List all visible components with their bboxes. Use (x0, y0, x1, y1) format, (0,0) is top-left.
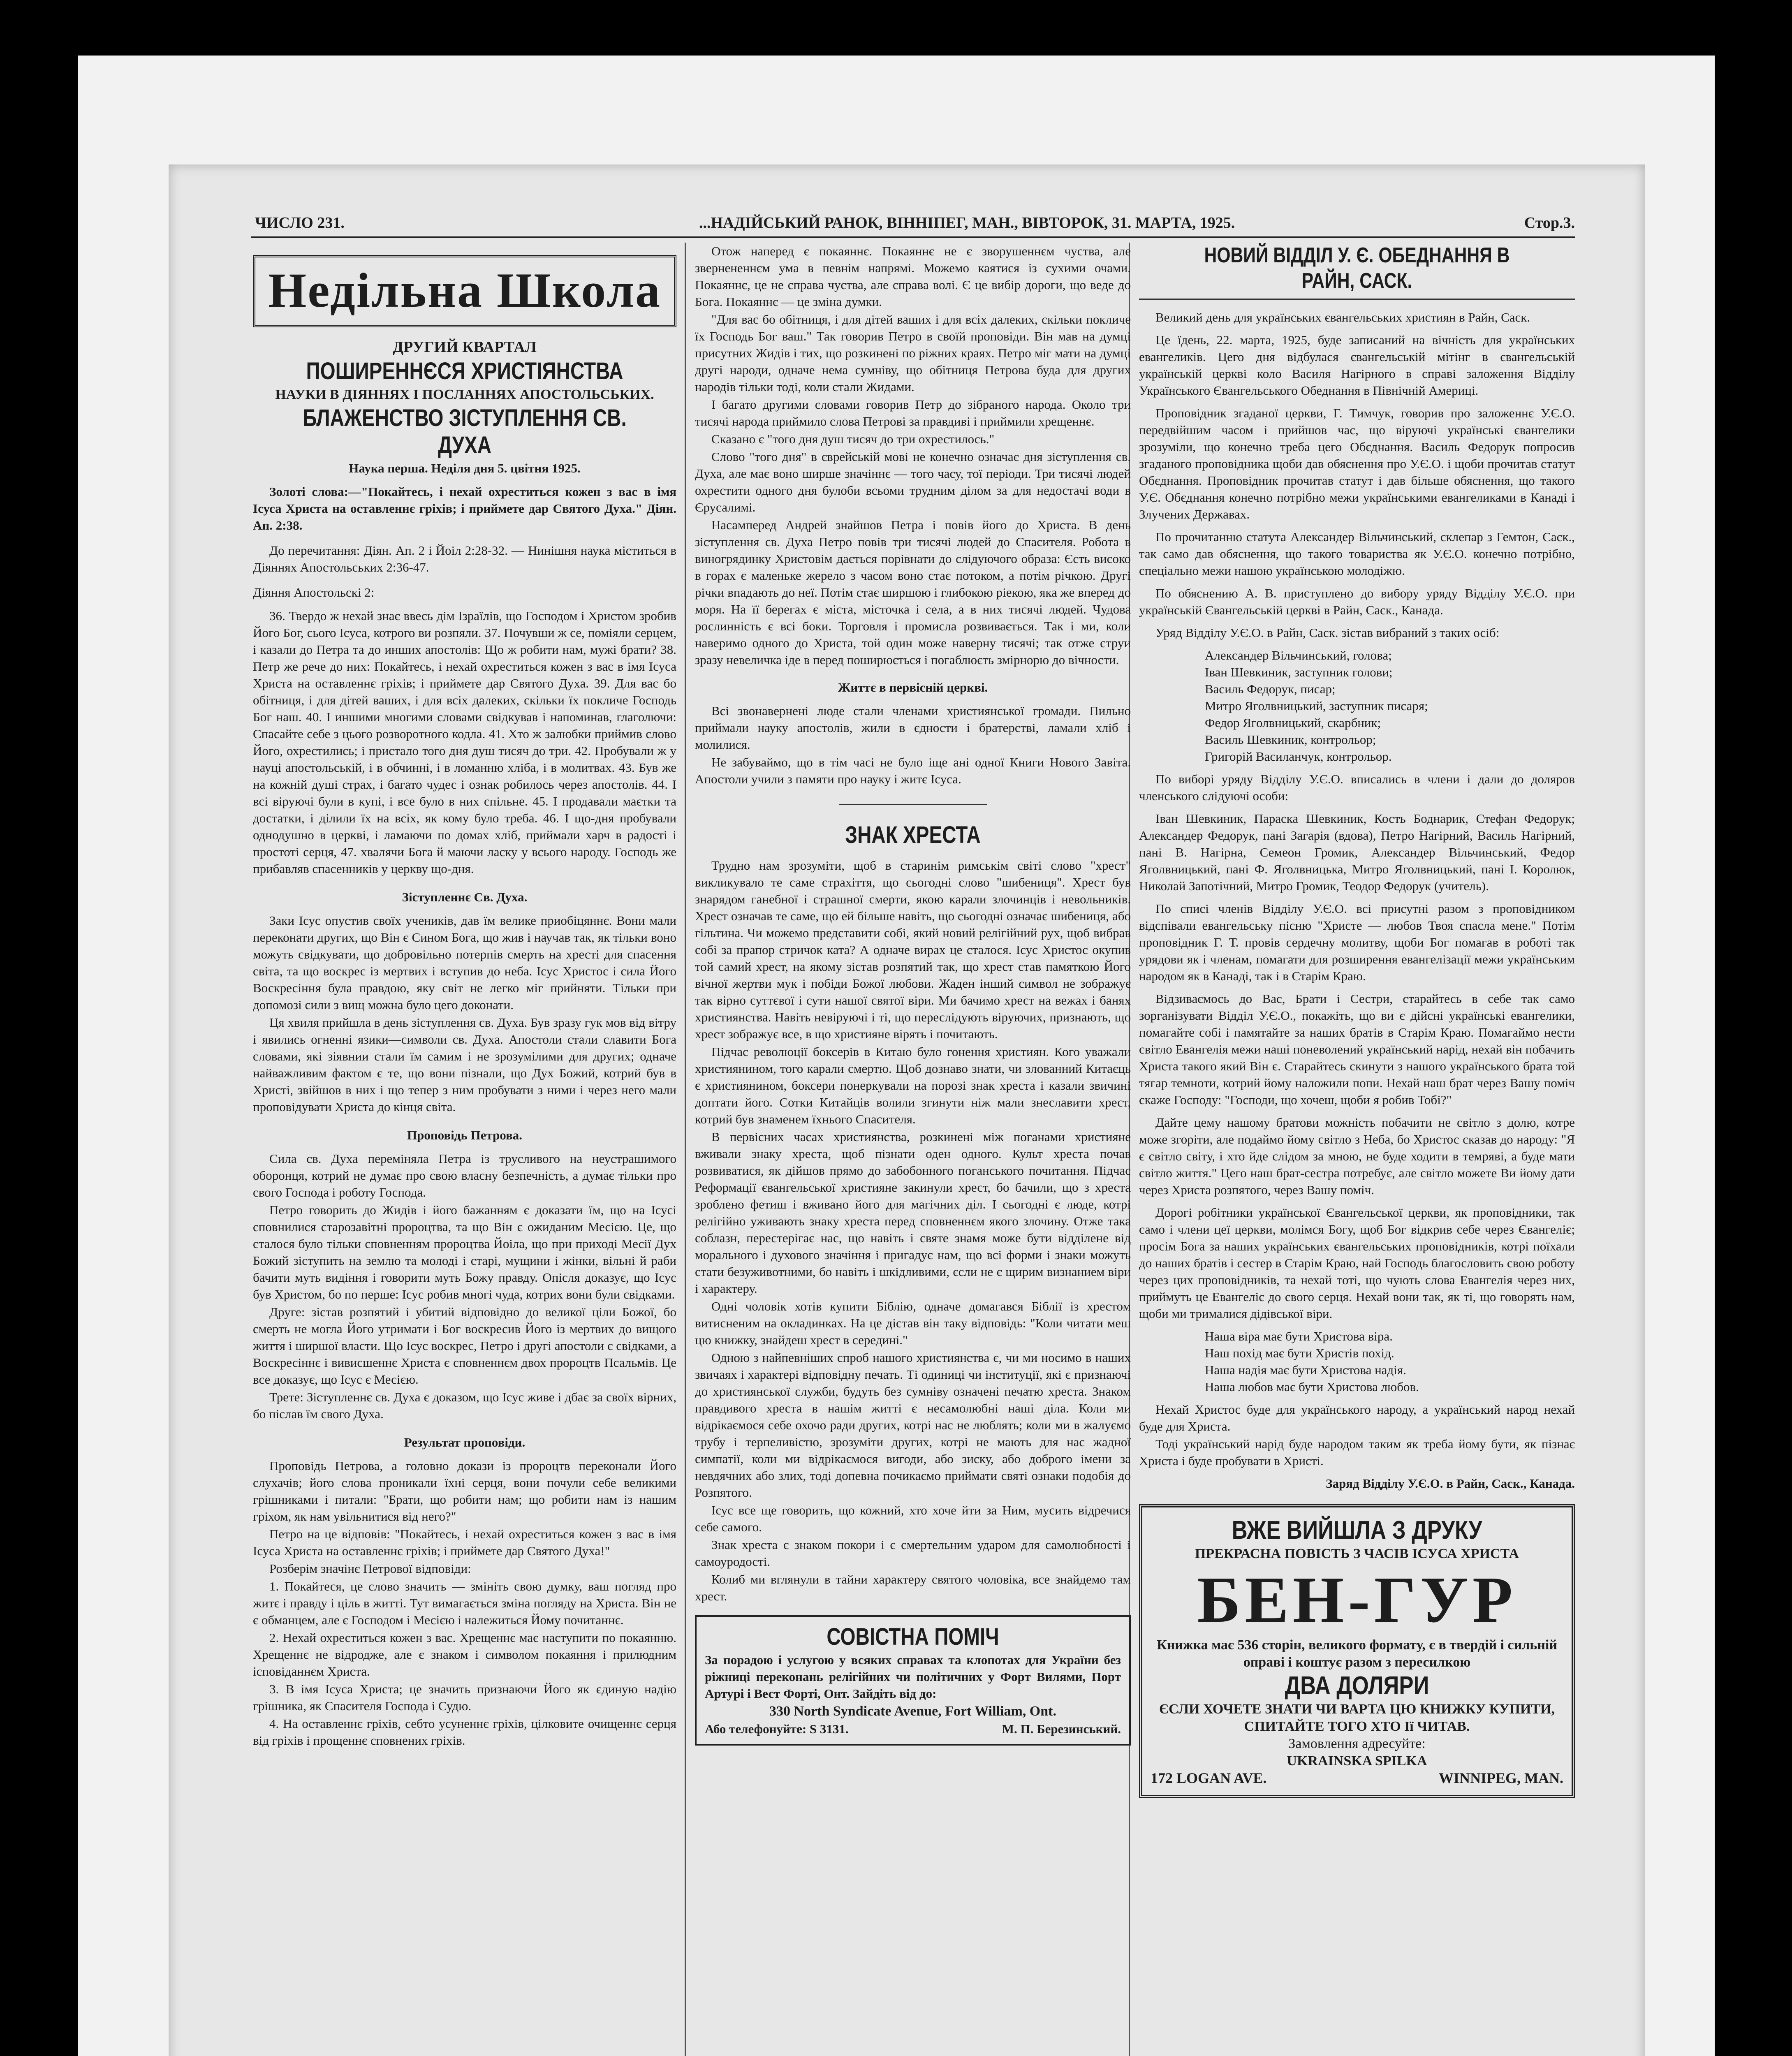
officer-item: Александер Вільчинський, голова; (1205, 648, 1392, 662)
paragraph: Одною з найпевніших спроб нашого християнства є, чи ми носимо в наших звичаях і характері відповідну печать. Ті одиниці чи інституції, які є признаючі до християнської служби, будуть без сумніву означені печатю хреста. Знаком правдивого хреста в нашім житті є несамолюбні наші діла. Коли ми відрікаємося себе охочо ради других, котрі нас не люблять; коли ми в жалуємо трубу і терпеливістю, зрозуміти других, котрі не мають для нас жадної симпатії, коли ми відрікаємося вигоди, або зиску, або доброго імени за невдячних або злих, тоді допевна почикаємо приймати святі ознаки подобія до Розпятого. (695, 1350, 1131, 1500)
article-title-new-branch: НОВИЙ ВІДДІЛ У. Є. ОБЕДНАННЯ В РАЙН, САСК. (1204, 243, 1510, 293)
ad-book-title: БЕН-ГУР (1197, 1563, 1517, 1636)
signature: Заряд Відділу У.Є.О. в Райн, Саск., Канада. (1326, 1476, 1575, 1491)
paragraph: Дайте цему нашому братови можність побачити не світло з долю, котре може згоріти, але подаймо йому світло з Неба, бо Христос сказав до народу: "Я є світло світу, і хто йде слідом за мною, не буде ходити в темряві, а буде мати світло життя." Цего наш брат-сестра потребує, але світло можете Ви йому дати через Христа розпятого, через Вашу поміч. (1139, 1115, 1575, 1197)
ad-contact-row (705, 1720, 1121, 1737)
section-heading: Проповідь Петрова. (407, 1128, 523, 1142)
paragraph: По виборі уряду Відділу У.Є.О. вписались в члени і дали до доляров членського слідуючі особи: (1139, 772, 1575, 803)
paragraph: 2. Нехай охреститься кожен з вас. Хрещеннє має наступити по покаянню. Хрещеннє не відродже, але є знаком і символом покаяння і прилюдним ісповіданнєм Христа. (253, 1630, 676, 1679)
paragraph: Петро на це відповів: "Покайтесь, і нехай охреститься кожен з вас в імя Ісуса Христа на оставленнє гріхів; і приймете дар Святого Духа!" (253, 1527, 676, 1558)
paragraph: Сказано є "того дня душ тисяч до три охрестилось." (711, 432, 995, 446)
golden-words: Золоті слова:—"Покайтесь, і нехай охреститься кожен з вас в імя Ісуса Христа на оставленнє гріхів; і приймете дар Святого Духа." Діян. Ап. 2:38. (253, 484, 676, 533)
column-new-branch (1139, 243, 1575, 1798)
paper-dateline: ...НАДІЙСЬКИЙ РАНОК, ВІННІПЕГ, МАН., ВІВТОРОК, 31. МАРТА, 1925. (699, 214, 1235, 232)
reading-note: До перечитання: Діян. Ап. 2 і Йоіл 2:28-32. — Нинішня наука міститься в Діяннях Апостольських 2:36-47. (253, 543, 676, 574)
paragraph: 3. В імя Ісуса Христа; це значить признаючи Його як єдиную надію грішника, як Спасителя Господа і Судю. (253, 1682, 676, 1713)
paragraph: І багато другими словами говорив Петр до зібраного народа. Около три тисячі народа приймило слова Петрові за правдиві і приймили хрещеннє. (695, 397, 1131, 428)
title-rule (1139, 299, 1575, 300)
paragraph: Знак хреста є знаком покори і є смертельним ударом для самолюбності і самоуродості. (695, 1537, 1131, 1569)
ad-address-row (1151, 1770, 1563, 1787)
quarter-heading: ДРУГИЙ КВАРТАЛ (393, 338, 537, 356)
officer-item: Василь Федорук, писар; (1205, 682, 1336, 696)
ad-line-question: ЄСЛИ ХОЧЕТЕ ЗНАТИ ЧИ ВАРТА ЦЮ КНИЖКУ КУПИТИ, СПИТАЙТЕ ТОГО ХТО Ії ЧИТАВ. (1159, 1702, 1555, 1734)
paragraph: Підчас революції боксерів в Китаю було гонення християн. Кого уважали християнином, того карали смертю. Щоб дознаво знати, чи злованний Китаєць є християнином, боксери понеркували на порозі знак хреста і казали звичині доптати його. Сотки Китайців волили згинути ніж мали знеславити хрест, котрий був знаменем їхнього Спасителя. (695, 1044, 1131, 1126)
subtitle: НАУКИ В ДІЯННЯХ І ПОСЛАННЯХ АПОСТОЛЬСЬКИХ. (275, 387, 654, 402)
column-divider-1 (685, 243, 686, 2056)
paragraph: Трете: Зіступленнє св. Духа є доказом, що Ісус живе і дбає за своїх вірних, бо післав їм свого Духа. (253, 1390, 676, 1421)
ad-line-story: ПРЕКРАСНА ПОВІСТЬ З ЧАСІВ ІСУСА ХРИСТА (1195, 1546, 1519, 1561)
paragraph: Сила св. Духа переміняла Петра із трусливого на неустрашимого оборонця, котрий не думає про свою власну безпечність, а думає тільки про свого Господа і роботу Господа. (253, 1151, 676, 1199)
section-heading: Результат проповіди. (404, 1435, 526, 1449)
paragraph: Трудно нам зрозуміти, щоб в старинім римськім світі слово "хрест" викликувало те саме страхіття, що сьогодні слово "шибениця". Хрест був знарядом ганебної і страшної смерти, якою карали злочинців і невольників. Хрест означав те саме, що ей більше навіть, що сьогодні означає шибениця, або гільтина. Чи можемо представити собі, який новий релігійний рух, щоб вибрав собі за прапор стричок ката? А одначе вирах це сталося. Ісус Христос окупив той самий хрест, на якому зістав розпятий так, що хрест став памяткою Його вічної жертви мук і побіди Божої любови. Жаден інший символ не зображує так вірно суттєвої і сути нашої святої віри. Ми бачимо хрест на вежах і банях християнства. Навіть невіруючі і ті, що переслідують віруючих, признають, що хрест зображує все, в що християне вірять і почитають. (695, 858, 1131, 1041)
paragraph: Тоді український нарід буде народом таким як треба йому бути, як пізнає Христа і буде пробувати в Христі. (1139, 1437, 1575, 1468)
issue-number: ЧИСЛО 231. (255, 214, 345, 232)
paragraph: Проповідник згаданої церкви, Г. Тимчук, говорив про заложеннє У.Є.О. передвійшим часом і прийшов час, що віруючі українські євангелики зрозуміли, що конечно треба цего Обєднання. Василь Федорук попросив згаданого проповідника щоби дав обяснення про У.Є.О. і щоби прочитав статут Обєднання. Проповідник прочитав статут і дав більше обяснення, що такого У.Є. Обєднання конечно потрібно межи українськими евангеликами в Канаді і Злучених Державах. (1139, 406, 1575, 521)
paragraph: Слово "того дня" в єврейській мові не конечно означає дня зіступлення св. Духа, але має воно ширше значіннє — того часу, тої періоди. Три тисячі людей охрестити одного дня булоби всьоми трудним ділом за для недостачі води в Єрусалимі. (695, 449, 1131, 514)
paragraph: Розберім значінє Петрової відповіди: (269, 1561, 471, 1576)
paragraph: По списі членів Відділу У.Є.О. всі присутні разом з проповідником відспівали евангельську пісню "Христе — любов Твоя спасла мене." Потім проповідник Г. Т. провів сердечну молитву, щоби Бог помагав в роботі так урядови як і членам, помагати для розширення евангелізації межи українським народом як в Канаді, так і в Старім Краю. (1139, 901, 1575, 983)
divider (839, 804, 987, 805)
column-sunday-school (253, 243, 676, 1750)
ad-city: WINNIPEG, MAN. (1439, 1770, 1563, 1786)
poem (1139, 1328, 1575, 1395)
section-heading: Зіступленнє Св. Духа. (402, 890, 528, 904)
ad-title: СОВІСТНА ПОМІЧ (827, 1623, 999, 1650)
paragraph: Ісус все ще говорить, що кожний, хто хоче йти за Ним, мусить відречися себе самого. (695, 1503, 1131, 1534)
officers-list (1139, 647, 1575, 765)
paragraph: Колиб ми вглянули в тайни характеру святого чоловіка, все знайдемо там хрест. (695, 1572, 1131, 1603)
ad-ben-hur (1139, 1504, 1575, 1798)
officer-item: Григорій Василанчук, контрольор. (1205, 749, 1392, 764)
ad-street: 172 LOGAN AVE. (1151, 1770, 1267, 1786)
paragraph: Одні чоловік хотів купити Біблію, одначе домагався Біблії із хрестом витисненим на окладинках. На це дістав він таку відповідь: "Коли читати меш цю книжку, знайдеш хрест в середині." (695, 1299, 1131, 1347)
paragraph: Друге: зістав розпятий і убитий відповідно до великої ціли Божої, бо смерть не могла Його утримати і Бог воскресив Його із мертвих до вищого життя і ширшої власти. Що Ісус воскрес, Петро і другі апостоли є свідками, а Воскресіннє і вивисшеннє Христа є сповненнєм двох пророцтв Псальмів. Це все доказує, що Ісус є Месією. (253, 1305, 676, 1387)
ad-conscientious-help (695, 1615, 1131, 1746)
paragraph: Не забуваймо, що в тім часі не було іще ані одної Книги Нового Завіта. Апостоли учили з памяти про науку і житє Ісуса. (695, 755, 1131, 786)
paragraph: "Для вас бо обітниця, і для дітей ваших і для всіх далеких, скільки покличе їх Господь Бог ваш." Так говорив Петро в своїй проповіди. Він мав на думці присутних Жидів і тих, що розкинені по ріжних краях. Петро міг мати на думці другі народи, одначе нема сумніву, що обітниця Петрова буда для других народів тільки тоді, коли стали Жидами. (695, 312, 1131, 394)
paragraph: По обяснению А. В. приступлено до вибору уряду Відділу У.Є.О. при українській Євангельській церкві в Райн, Саск., Канада. (1139, 586, 1575, 617)
paragraph: Уряд Відділу У.Є.О. в Райн, Саск. зістав вибраний з таких осіб: (1155, 625, 1500, 640)
paragraph: Нехай Христос буде для українського народу, а український народ нехай буде для Христа. (1139, 1402, 1575, 1433)
ad-price: ДВА ДОЛЯРИ (1285, 1672, 1429, 1700)
acts-text: 36. Твердо ж нехай знає ввесь дім Ізраїлів, що Господом і Христом зробив Його Бог, сього Ісуса, котрого ви розпяли. 37. Почувши ж се, поміяли серцем, і казали до Петра та до инших апостолів: Що ж робити нам, мужі брати? 38. Петр же рече до них: Покайтесь, і нехай охреститься кожен з вас в імя Ісуса Христа на оставленнє гріхів; і приймете дар Святого Духа. 39. Для вас бо обітниця, і для дітей ваших, і для всіх далеких, скільки їх покличе Господь Бог наш. 40. І иншими многими словами свідкував і напоминав, глаголючи: Спасайте себе з цього розворотного кодла. 41. Хто ж залюбки приймив слово Його, охрестились; і пристало того дня душ тисяч до три. 42. Пробували ж у науці апостольській, і в обчинні, і в ломанню хліба, і в молитвах. 43. Був же на кожній душі страх, і багато чудес і ознак робилось через апостолів. 44. І всі віруючі були в купі, і все було в них спільне. 45. І продавали маєтки та достатки, і ділили їх на всіх, як кому було треба. 46. І що-дня пробували однодушно в церкві, і ламаючи по домах хліб, приймали харч в радості і простоті серця, 47. хвалячи Бога й маючи ласку у всього народу. Господь же прибавляв спасенників у церкву що-дня. (253, 609, 676, 876)
officer-item: Митро Яголвницький, заступник писаря; (1205, 699, 1428, 713)
ad-line-order: Замовлення адресуйте: (1288, 1736, 1426, 1751)
paragraph: Заки Ісус опустив своїх учеників, дав їм велике приобіцяннє. Вони мали переконати других, що Він є Сином Бога, що жив і научав так, як тільки воно можуть свідкувати, що добровільно потерпів смерть на хресті для спасення світа, та що воскрес із мертвих і вступив до неба. Ісус Христос і сила Його Воскресіння була правдою, яку світ не легко міг прийняти. Тільки при допомозі сили з вищ можна було цего доконати. (253, 913, 676, 1012)
poem-line: Наш похід має бути Христів похід. (1205, 1346, 1394, 1360)
lesson-title: БЛАЖЕНСТВО ЗІСТУПЛЕННЯ СВ. ДУХА (303, 405, 627, 458)
paragraph: Іван Шевкиник, Параска Шевкиник, Кость Боднарик, Стефан Федорук; Александер Федорук, пані Загарія (вдова), Петро Нагірний, Василь Нагірний, пані В. Нагірна, Семеон Громик, Александер Вільчинський, Федор Яголвницький, пані Ф. Яголвницька, Митро Яголвницький, пані І. Королюк, Николай Запотічний, Митро Громик, Теодор Федорук (учитель). (1139, 811, 1575, 893)
officer-item: Василь Шевкиник, контрольор; (1205, 732, 1376, 747)
officer-item: Іван Шевкиник, заступник голови; (1205, 665, 1393, 679)
paragraph: Ця хвиля прийшла в день зіступлення св. Духа. Був зразу гук мов від вітру і явились огненні язики—символи св. Духа. Апостоли стали славити Бога словами, які зіявнии стали їм самим і не зрозумілими для других; одначе найважливим фактом є те, що вони пізнали, що Дух Божий, котрий був в Христі, звійшов в них і що тепер з ним пробувати з ними і через него мали проповідувати Христа до кінця світа. (253, 1015, 676, 1114)
paragraph: Петро говорить до Жидів і його бажанням є доказати їм, що на Ісусі сповнилися старозавітні пророцтва, та що Він є ожиданим Месією. Це, що сталося було тільки сповненням пророцтва Йоіла, що при приході Месії Дух Божий зіступить на землю та молоді і старі, мущини і жінки, вільні й раби бачити муть видіння і говорити муть Божу правду. Опісля доказує, що Ісус був Христом, бо по перше: Ісус робив многі чуда, котрих вони були свідками. (253, 1203, 676, 1301)
lesson-date: Наука перша. Неділя дня 5. цвітня 1925. (349, 461, 581, 475)
paragraph: Це їдень, 22. марта, 1925, буде записаний на вічність для українських евангеликів. Цего дня відбулася євангельській мітінг в євангельській українській церкві коло Василя Нагірного в справі заложення Відділу Українського Євангельського Обеднання в Північній Америці. (1139, 333, 1575, 398)
section-heading: Життє в первісній церкві. (838, 680, 988, 695)
paragraph: Отож наперед є покаяннє. Покаяннє не є зворушеннєм чуства, але звернененнєм ума в певнім напрямі. Можемо каятися із сухими очами. Покаяннє, це не справа чуства, але справа волі. Є це вибір дороги, що веде до Бога. Покаяннє — це зміна думки. (695, 244, 1131, 309)
ad-phone: Або телефонуйте: S 3131. (705, 1722, 849, 1736)
masthead-sunday-school: Недільна Школа (253, 255, 676, 327)
column-middle (695, 243, 1131, 1746)
ad-address: 330 North Syndicate Avenue, Fort William, Ont. (769, 1704, 1056, 1719)
paragraph: Великий день для українських євангельських християн в Райн, Саск. (1155, 310, 1530, 324)
paragraph: В первісних часах християнства, розкинені між поганами християне вживали знаку хреста, щоб пізнати оден одного. Культ хреста почав розвиватися, як дійшов прямо до забобонного поганського почитання. Підчас Реформації євангельської християне закинули хрест, бо бачили, що з хреста зроблено фетиш і вживано його для магічних діл. І сьогодні є люде, котрі релігійно уживають знаку хреста перед сповненнєм якого злочину. Отже така соблазн, перестерігає нас, що навіть і святе знамя може бути відділене від морального і духового значіння і пригадує нам, що всі форми і знаки можуть стати безуживотними, бо навіть і шкідливими, єсли не є щирим визнанием віри і характеру. (695, 1130, 1131, 1296)
paragraph: Дорогі робітники української Євангельської церкви, як проповідники, так само і члени цеї церкви, молімся Богу, щоб Бог відкрив себе через Євангеліє; просім Бога за наших українських євангельських проповідників, котрі поїхали до наших братів і сестер в Старім Краю, най Господь благословить свою роботу через цих проповідників, та нехай тоті, що чують слова Евангелія через них, приймуть це Евангеліє до свого серця. Нехай вони так, як ті, що говорять нам, щоби ми трималися дідівської віри. (1139, 1205, 1575, 1321)
page-number: Стор.3. (1524, 214, 1575, 232)
paragraph: Всі звонавернені люде стали членами християнської громади. Пильно приймали науку апостолів, жили в єдности і братерстві, ламали хліб і молилися. (695, 704, 1131, 752)
poem-line: Наша віра має бути Христова віра. (1205, 1329, 1393, 1343)
ad-company: UKRAINSKA SPILKA (1287, 1753, 1427, 1769)
spread-heading: ПОШИРЕННЄСЯ ХРИСТІЯНСТВА (306, 358, 623, 384)
page-header (255, 214, 1575, 234)
ad-name: М. П. Березинський. (1002, 1722, 1121, 1736)
poem-line: Наша любов має бути Христова любов. (1205, 1380, 1419, 1394)
acts-label: Діяння Апостольскі 2: (253, 585, 375, 600)
poem-line: Наша надія має бути Христова надія. (1205, 1363, 1406, 1377)
paragraph: По прочитанню статута Александер Вільчинський, склепар з Гемтон, Саск., так само дав обяснення, що такого товариства як У.Є.О. конечно потрібно, спеціально межи нашою українською молодіжю. (1139, 530, 1575, 578)
paragraph: Проповідь Петрова, а головно докази із пророцтв переконали Його слухачів; його слова проникали їхні серця, вони почули себе великими грішниками і питали: "Брати, що робити нам; що робити нам із нашим гріхом, як нам увільнитися від него?" (253, 1459, 676, 1523)
article-title-cross: ЗНАК ХРЕСТА (845, 822, 981, 848)
header-rule (251, 236, 1575, 238)
ad-line-out-now: ВЖЕ ВИЙШЛА З ДРУКУ (1232, 1516, 1482, 1544)
paragraph: Насамперед Андрей знайшов Петра і повів його до Христа. В день зіступлення св. Духа Петро повів три тисячі людей до Спасителя. Робота в виногрядинку Христовім дається порівнати до слідуючого образа: Єсть високо в горах є маленьке жерело з часом воно стає потоком, а потім річкою. Другі річки впадають до неї. Потім стає ширшою і глибокою ріекою, яка же вперед до моря. На її берегах є міста, місточка і села, а в них тисячі людей. Чудова рослинність є всі боки. Торговля і промисла розвивається. Так і ми, коли наверимо одного до Христа, той один може наверну тисячі; так отже струи зразу невеличка іде в перед поширюється і погаблюєть змірнорю до вічности. (695, 518, 1131, 667)
paragraph: Відзиваємось до Вас, Брати і Сестри, старайтесь в себе так само зорганізувати Відділ У.Є.О., покажіть, що ви є дійсні українські евангелики, помагайте собі і памятайте за наших братів в Старім Краю. Помагаймо нести світло Евангелія межи наші поневолений український нарід, нехай він побачить Христа такого який Він є. Старайтесь скинути з нашого українського брата той тягар темноти, котрий йому наложили попи. Нехай наш брат через Вашу поміч скаже Господу: "Господи, що хочеш, щоби я робив Тобі?" (1139, 991, 1575, 1107)
ad-line-pages: Книжка має 536 сторін, великого формату, є в твердій і сильній оправі і коштує разом з пересилкою (1157, 1637, 1557, 1670)
ad-text: За порадою і услугою у всяких справах та клопотах для України без ріжниці переконань релігійних чи політичних у Форт Вилями, Порт Артурі і Вест Форті, Онт. Зайдіть від до: (705, 1653, 1121, 1701)
paragraph: 1. Покайтеся, це слово значить — змініть свою думку, ваш погляд про житє і правду і ціль в житті. Тут вимагається зміна погляду на Христа. Він не є обманцем, але є Господом і Месією і належиться Йому почитаннє. (253, 1579, 676, 1627)
paragraph: 4. На оставленнє гріхів, себто усуненнє гріхів, цілковите очищеннє серця від гріхів і прощеннє сповнених гріхів. (253, 1716, 676, 1748)
officer-item: Федор Яголвницький, скарбник; (1205, 715, 1381, 730)
